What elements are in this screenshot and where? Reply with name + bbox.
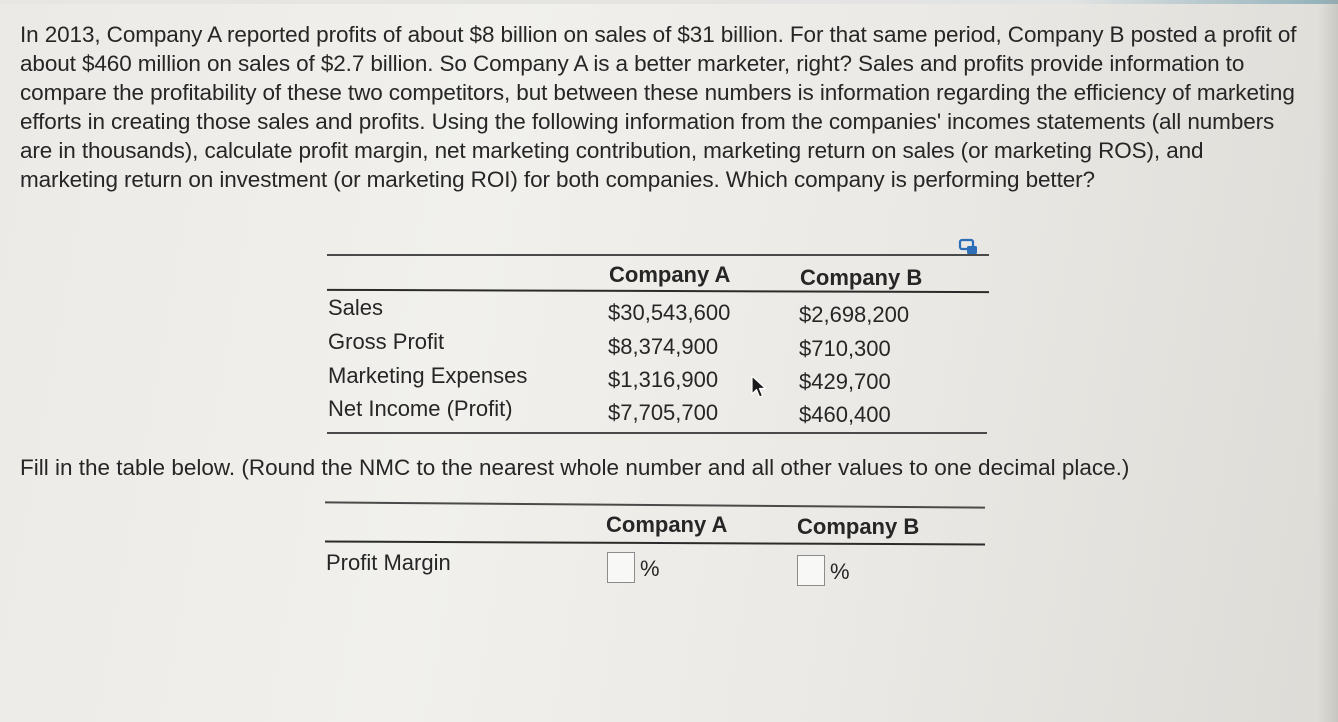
top-strip (0, 0, 1338, 4)
row-label-sales: Sales (328, 295, 384, 320)
net-income-company-a: $7,705,700 (608, 400, 719, 425)
net-income-company-b: $460,400 (799, 402, 891, 427)
sales-company-b: $2,698,200 (799, 302, 910, 327)
marketing-expenses-company-b: $429,700 (799, 369, 891, 394)
answer-header-company-a: Company A (606, 512, 728, 537)
gross-profit-company-b: $710,300 (799, 336, 891, 361)
row-label-marketing-expenses: Marketing Expenses (328, 363, 528, 388)
copy-table-icon[interactable] (958, 238, 980, 258)
question-text: In 2013, Company A reported profits of about $8 billion on sales of $31 billion. For that same period, Company B posted a profit of about $460 million on sales of $2.7 billion. So Company A is a better marketer, right? Sales and profits provide information to compare the profitability of these two competitors, but between these numbers is information regarding the efficiency of marketing efforts in creating those sales and profits. Using the following information from the companies' incomes statements (all numbers are in thousands), calculate profit margin, net marketing contribution, marketing return on sales (or marketing ROS), and marketing return on investment (or marketing ROI) for both companies. Which company is performing better? (20, 22, 1297, 192)
answer-header-company-b: Company B (797, 514, 920, 539)
header-company-b: Company B (800, 265, 923, 290)
data-table-bottom-rule (327, 432, 987, 434)
profit-margin-company-b-unit: % (830, 559, 850, 584)
right-edge-shadow (1318, 0, 1338, 722)
marketing-expenses-company-a: $1,316,900 (608, 367, 719, 392)
answer-table-header-rule (325, 541, 985, 546)
profit-margin-company-a-unit: % (640, 556, 660, 581)
row-label-gross-profit: Gross Profit (328, 329, 445, 354)
row-label-profit-margin: Profit Margin (326, 550, 451, 575)
profit-margin-company-a-input[interactable] (607, 552, 635, 583)
instruction-text: Fill in the table below. (Round the NMC to the nearest whole number and all other values to one decimal place.) (20, 455, 1130, 480)
data-table-top-rule (327, 254, 989, 256)
header-company-a: Company A (609, 262, 731, 287)
mouse-pointer-icon (748, 372, 768, 402)
profit-margin-company-b-input[interactable] (797, 555, 825, 586)
sales-company-a: $30,543,600 (608, 300, 731, 325)
gross-profit-company-a: $8,374,900 (608, 334, 719, 359)
row-label-net-income: Net Income (Profit) (328, 396, 513, 421)
answer-table-top-rule (325, 501, 985, 508)
